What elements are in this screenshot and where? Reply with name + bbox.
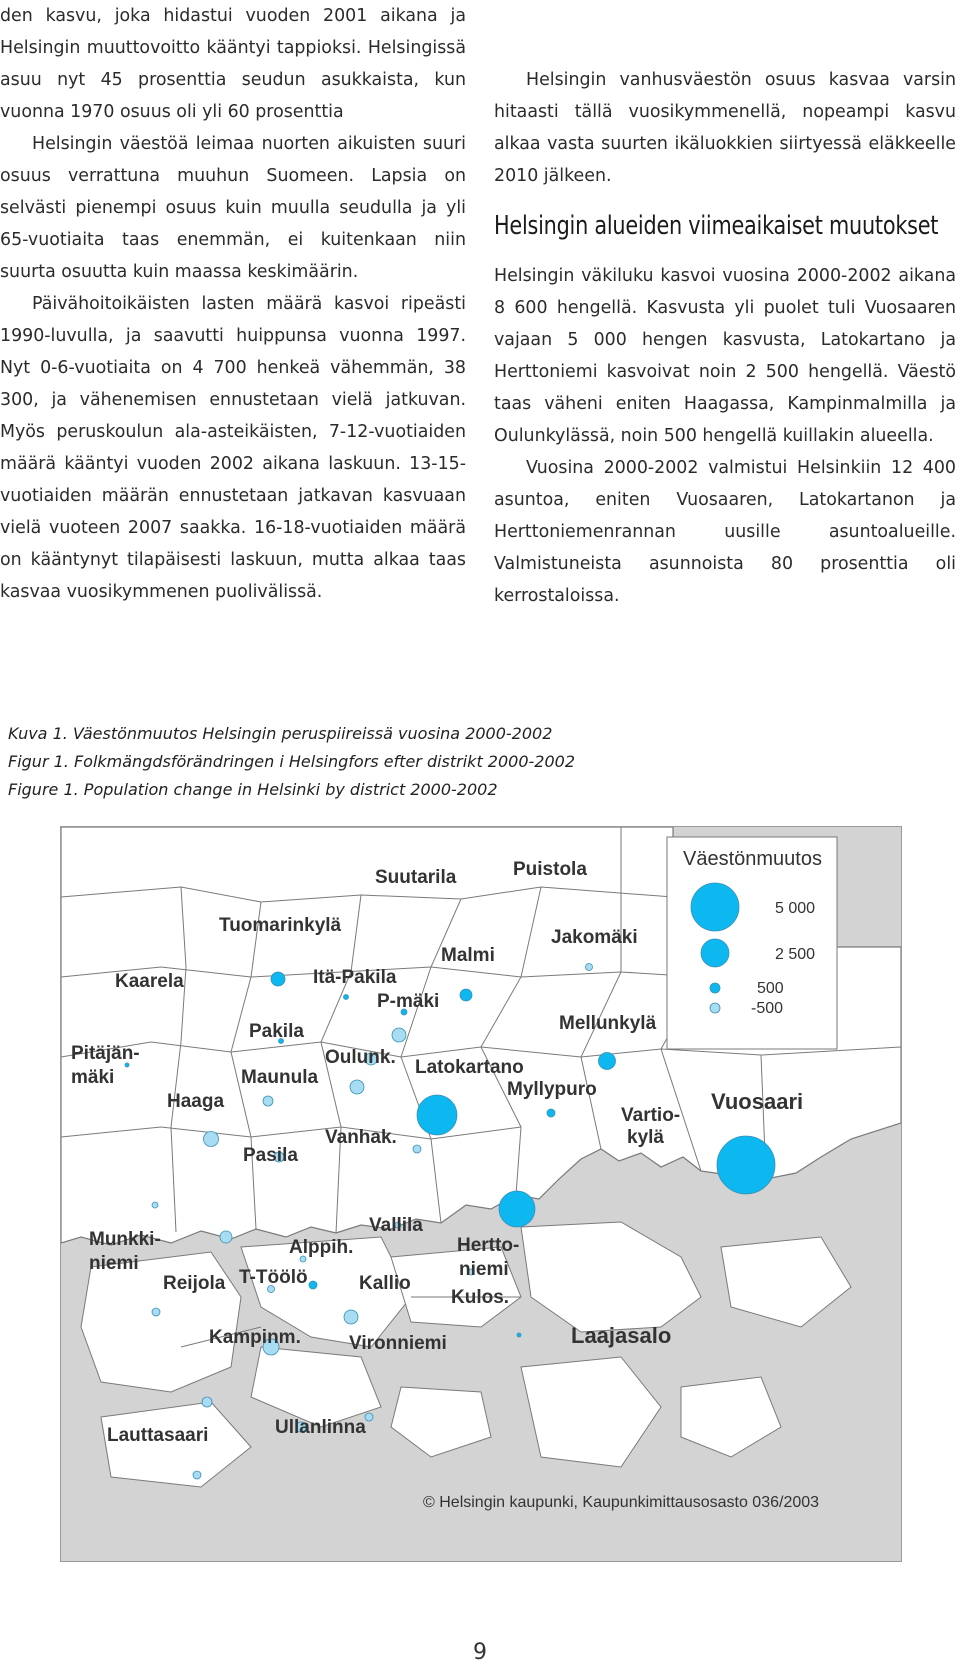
- legend-label-500: 500: [757, 980, 784, 997]
- right-column: [494, 0, 956, 612]
- body-paragraph: Helsingin väestöä leimaa nuorten aikuisten suuri osuus verrattuna muuhun Suomeen. Lapsia on selvästi pienempi osuus kuin muulla seudulla ja yli 65-vuotiaita taas enemmän, ei kuitenkaan niin suurta osuutta kuin maassa keskimäärin.: [0, 134, 466, 282]
- label-ita-pakila: Itä-Pakila: [313, 967, 397, 988]
- page-number: 9: [473, 1640, 487, 1665]
- legend-title: Väestönmuutos: [683, 848, 822, 870]
- label-kulosaari: Kulos.: [451, 1287, 510, 1308]
- section-heading: Helsingin alueiden viimeaikaiset muutokset: [494, 211, 939, 241]
- map-legend: [667, 837, 837, 1049]
- label-puistola: Puistola: [513, 859, 587, 880]
- population-change-map: [60, 826, 902, 1562]
- map-graphic: [61, 827, 901, 1561]
- caption-en: Figure 1. Population change in Helsinki by district 2000-2002: [8, 780, 498, 799]
- label-pitajanmaki-2: mäki: [71, 1067, 115, 1088]
- label-haaga: Haaga: [167, 1091, 225, 1112]
- label-maunula: Maunula: [241, 1067, 319, 1088]
- legend-label-2500: 2 500: [775, 946, 816, 963]
- label-myllypuro: Myllypuro: [507, 1079, 597, 1100]
- label-malmi: Malmi: [441, 945, 495, 966]
- legend-label-5000: 5 000: [775, 900, 816, 917]
- body-paragraph: Helsingin väkiluku kasvoi vuosina 2000-2002 aikana 8 600 hengellä. Kasvusta yli puolet tuli Vuosaaren vajaan 5 000 hengen kasvusta, Latokartano ja Herttoniemi kasvoivat noin 2 500 hengellä. Väestö taas väheni eniten Haagassa, Kampinmalmilla ja Oulunkylässä, noin 500 hengellä kuillakin alueella.: [494, 266, 956, 446]
- label-pakila: Pakila: [249, 1021, 304, 1042]
- label-kampinmalmi: Kampinm.: [209, 1327, 301, 1348]
- label-pitajanmaki-1: Pitäjän-: [71, 1043, 140, 1064]
- column-spill-spacer: [494, 0, 956, 64]
- label-suutarila: Suutarila: [375, 867, 457, 888]
- label-reijola: Reijola: [163, 1273, 226, 1294]
- body-paragraph: Päivähoitoikäisten lasten määrä kasvoi ripeästi 1990-luvulla, ja saavutti huippunsa vuonna 1997. Nyt 0-6-vuotiaita on 4 700 henkeä vähemmän, 38 300, ja vähenemisen ennustetaan vielä jatkuvan. Myös peruskoulun ala-asteikäisten, 7-12-vuotiaiden määrä kääntyi vuoden 2002 aikana laskuun. 13-15-vuotiaiden määrän ennustetaan jatkavan kasvuaan vielä vuoteen 2007 saakka. 16-18-vuotiaiden määrä on kääntynyt tilapäisesti laskuun, mutta alkaa taas kasvaa vuosikymmenen puolivälissä.: [0, 294, 466, 602]
- legend-circle-minus500: [710, 1003, 720, 1013]
- label-vartiokyla-1: Vartio-: [621, 1105, 681, 1126]
- body-paragraph: den kasvu, joka hidastui vuoden 2001 aikana ja Helsingin muuttovoitto kääntyi tappioksi. Helsingissä asuu nyt 45 prosenttia seudun asukkaista, kun vuonna 1970 osuus oli yli 60 prosenttia: [0, 6, 466, 122]
- legend-circle-2500: [701, 939, 729, 967]
- label-tuomarinkyla: Tuomarinkylä: [219, 915, 342, 936]
- label-alppiharju: Alppih.: [289, 1237, 354, 1258]
- label-vallila: Vallila: [369, 1215, 423, 1236]
- body-paragraph: Vuosina 2000-2002 valmistui Helsinkiin 12 400 asuntoa, eniten Vuosaaren, Latokartanon ja Herttoniemenrannan uusille asuntoalueille. Valmistuneista asunnoista 80 prosenttia oli kerrostaloissa.: [494, 458, 956, 606]
- label-munkkiniemi-1: Munkki-: [89, 1229, 161, 1250]
- label-mellunkyla: Mellunkylä: [559, 1013, 657, 1034]
- label-herttoniemi-2: niemi: [459, 1259, 509, 1280]
- label-pasila: Pasila: [243, 1145, 298, 1166]
- figure-captions: [8, 720, 575, 804]
- label-vanhakaupunki: Vanhak.: [325, 1127, 397, 1148]
- label-latokartano: Latokartano: [415, 1057, 524, 1078]
- legend-label-minus500: -500: [751, 1000, 784, 1017]
- map-copyright: © Helsingin kaupunki, Kaupunkimittausosasto 036/2003: [423, 1494, 820, 1511]
- label-lauttasaari: Lauttasaari: [107, 1425, 209, 1446]
- label-vartiokyla-2: kylä: [627, 1127, 664, 1148]
- caption-fi: Kuva 1. Väestönmuutos Helsingin peruspiireissä vuosina 2000-2002: [8, 724, 553, 743]
- label-herttoniemi-1: Hertto-: [457, 1235, 520, 1256]
- label-vironniemi: Vironniemi: [349, 1333, 447, 1354]
- label-laajasalo: Laajasalo: [571, 1323, 672, 1348]
- caption-sv: Figur 1. Folkmängdsförändringen i Helsingfors efter distrikt 2000-2002: [8, 752, 576, 771]
- label-oulunkyla: Oulunk.: [325, 1047, 396, 1068]
- label-kallio: Kallio: [359, 1273, 411, 1294]
- body-paragraph: Helsingin vanhusväestön osuus kasvaa varsin hitaasti tällä vuosikymmenellä, nopeampi kasvu alkaa vasta suurten ikäluokkien siirtyessä eläkkeelle 2010 jälkeen.: [494, 70, 956, 186]
- label-t-toolo: T-Töölö: [239, 1267, 308, 1288]
- label-jakomaki: Jakomäki: [551, 927, 638, 948]
- legend-circle-500: [710, 983, 720, 993]
- label-vuosaari: Vuosaari: [711, 1089, 804, 1114]
- left-column: [0, 0, 466, 608]
- label-p-maki: P-mäki: [377, 991, 440, 1012]
- label-munkkiniemi-2: niemi: [89, 1253, 139, 1274]
- label-kaarela: Kaarela: [115, 971, 184, 992]
- legend-circle-5000: [691, 883, 739, 931]
- label-ullanlinna: Ullanlinna: [275, 1417, 366, 1438]
